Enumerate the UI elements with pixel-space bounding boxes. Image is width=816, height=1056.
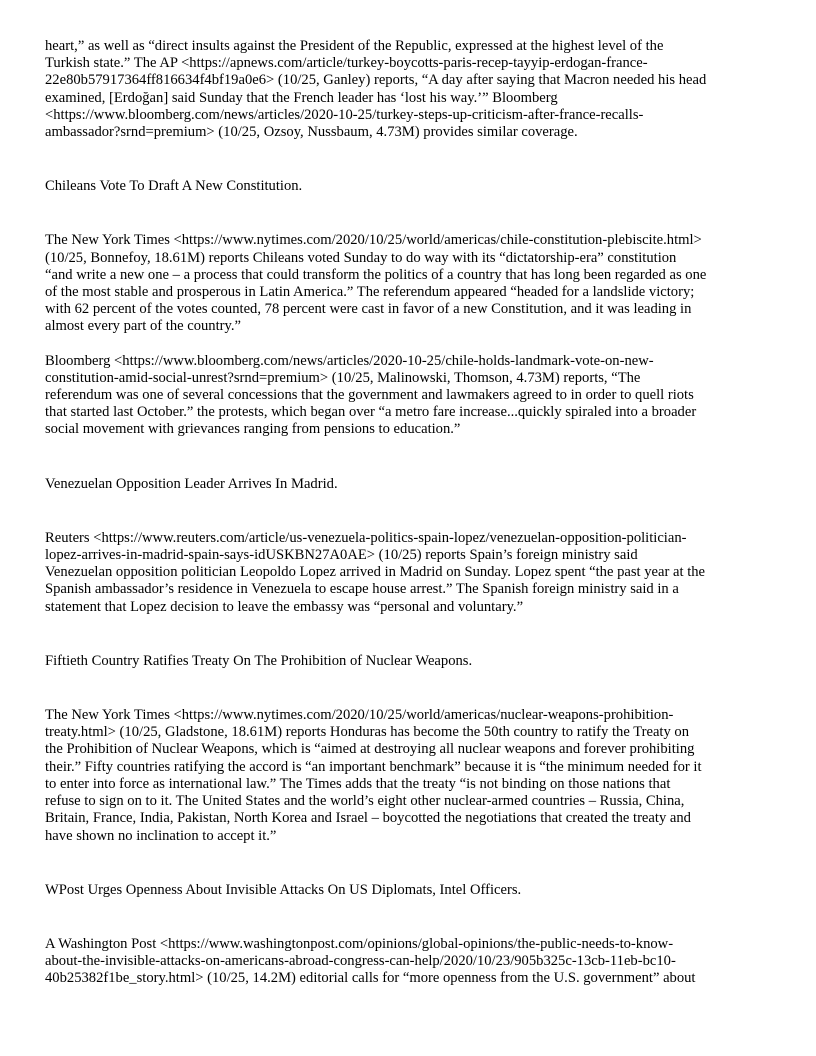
paragraph-venezuela-reuters: Reuters <https://www.reuters.com/article/us-venezuela-politics-spain-lopez/venezuelan-opposition-politician- lopez-arrives-in-madrid-spain-says-idUSKBN27A0AE> (10/25) reports Spain’s foreign ministry said Venezuelan opposition politician Leopoldo Lopez arrived in Madrid on Sunday. Lopez spent “the past year at the Spanish ambassador’s residence in Venezuela to escape house arrest.” The Spanish foreign ministry said in a statement that Lopez decision to leave the embassy was “personal and voluntary.”: [45, 529, 706, 615]
headline-chile-constitution: Chileans Vote To Draft A New Constitution.: [45, 178, 303, 195]
headline-nuclear-treaty: Fiftieth Country Ratifies Treaty On The Prohibition of Nuclear Weapons.: [45, 652, 473, 669]
headline-venezuela-madrid: Venezuelan Opposition Leader Arrives In Madrid.: [45, 475, 338, 492]
document-page: [45, 38, 777, 988]
paragraph-chile-bloomberg: Bloomberg <https://www.bloomberg.com/news/articles/2020-10-25/chile-holds-landmark-vote-on-new- constitution-amid-social-unrest?srnd=premium> (10/25, Malinowski, Thomson, 4.73M) reports, “The referendum was one of several concessions that the government and lawmakers agreed to in order to quell riots that started last October.” the protests, which began over “a metro fare increase...quickly spiraled into a broader social movement with grievances ranging from pensions to education.”: [45, 352, 697, 438]
paragraph-chile-nyt: The New York Times <https://www.nytimes.com/2020/10/25/world/americas/chile-constitution-plebiscite.html> (10/25, Bonnefoy, 18.61M) reports Chileans voted Sunday to do way with its “dictatorship-era” constitution “and write a new one – a process that could transform the politics of a country that has long been regarded as one of the most stable and prosperous in Latin America.” The referendum appeared “headed for a landslide victory; with 62 percent of the votes counted, 78 percent were cast in favor of a new Constitution, and it was leading in almost every part of the country.”: [45, 232, 707, 335]
paragraph-wpost-editorial: A Washington Post <https://www.washingtonpost.com/opinions/global-opinions/the-public-needs-to-know- about-the-invisible-attacks-on-americans-abroad-congress-can-help/2020/10/23/905b325c-13cb-11eb-bc10- 40b25382f1be_story.html> (10/25, 14.2M) editorial calls for “more openness from the U.S. government” about: [45, 935, 696, 987]
paragraph-turkey-france: heart,” as well as “direct insults against the President of the Republic, expressed at the highest level of the Turkish state.” The AP <https://apnews.com/article/turkey-boycotts-paris-recep-tayyip-erdogan-france- 22e80b57917364ff816634f4bf19a0e6> (10/25, Ganley) reports, “A day after saying that Macron needed his head examined, [Erdoğan] said Sunday that the French leader has ‘lost his way.’” Bloomberg <https://www.bloomberg.com/news/articles/2020-10-25/turkey-steps-up-criticism-after-france-recalls- ambassador?srnd=premium> (10/25, Ozsoy, Nussbaum, 4.73M) provides similar coverage.: [45, 38, 707, 141]
headline-wpost-attacks: WPost Urges Openness About Invisible Attacks On US Diplomats, Intel Officers.: [45, 881, 522, 898]
paragraph-nuclear-nyt: The New York Times <https://www.nytimes.com/2020/10/25/world/americas/nuclear-weapons-prohibition- treaty.html> (10/25, Gladstone, 18.61M) reports Honduras has become the 50th country to ratify the Treaty on the Prohibition of Nuclear Weapons, which is “aimed at destroying all nuclear weapons and forever prohibiting their.” Fifty countries ratifying the accord is “an important benchmark” because it is “the minimum needed for it to enter into force as international law.” The Times adds that the treaty “is not binding on those nations that refuse to sign on to it. The United States and the world’s eight other nuclear-armed countries – Russia, China, Britain, France, India, Pakistan, North Korea and Israel – boycotted the negotiations that created the treaty and have shown no inclination to accept it.”: [45, 707, 702, 844]
